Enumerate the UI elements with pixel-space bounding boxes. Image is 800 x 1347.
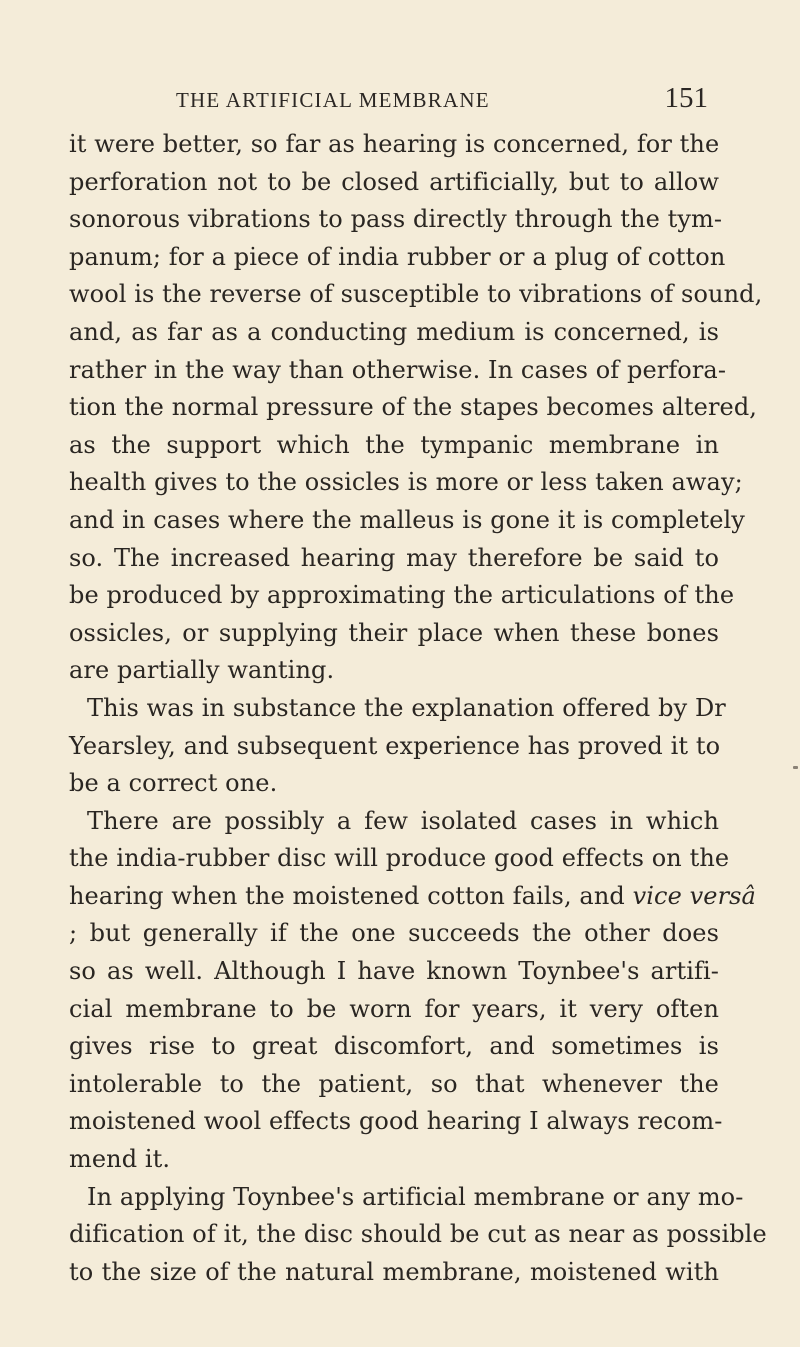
text-line: ossicles, or supplying their place when these bones [69, 618, 719, 647]
text-line: it were better, so far as hearing is concerned, for the [69, 130, 720, 158]
text-line: gives rise to great discomfort, and sometimes is [69, 1032, 719, 1061]
page-number: 151 [664, 82, 708, 114]
text-segment: ; but generally if the one succeeds the other does [69, 919, 719, 948]
text-line: as the support which the tympanic membrane in [69, 430, 719, 459]
text-line: rather in the way than otherwise. In cases of perfora- [69, 355, 727, 384]
paragraph-start-line: In applying Toynbee's artificial membrane or any mo- [87, 1182, 744, 1211]
paragraph-end-line: mend it. [69, 1145, 171, 1174]
text-line: Yearsley, and subsequent experience has proved it to [69, 731, 721, 760]
text-line: sonorous vibrations to pass directly through the tym- [69, 205, 723, 234]
text-line: health gives to the ossicles is more or less taken away; [69, 468, 743, 497]
text-line: and in cases where the malleus is gone it is completely [69, 505, 745, 534]
paragraph-start-line: There are possibly a few isolated cases in which [87, 806, 719, 835]
italic-phrase: vice versâ [632, 881, 756, 910]
paragraph-start-line: This was in substance the explanation offered by Dr [87, 693, 726, 722]
text-line: dification of it, the disc should be cut as near as possible [69, 1220, 767, 1249]
text-line [69, 878, 756, 916]
header-title: THE ARTIFICIAL MEMBRANE [176, 88, 490, 112]
text-line: tion the normal pressure of the stapes becomes altered, [69, 393, 758, 422]
text-line: moistened wool effects good hearing I always recom- [69, 1107, 723, 1136]
text-line: so as well. Although I have known Toynbee's artifi- [69, 957, 719, 986]
text-line: cial membrane to be worn for years, it very often [69, 994, 719, 1023]
text-line: to the size of the natural membrane, moistened with [69, 1257, 719, 1286]
body-text [69, 126, 767, 1291]
text-line: the india-rubber disc will produce good effects on the [69, 844, 730, 873]
text-line: be produced by approximating the articulations of the [69, 581, 735, 610]
running-header [66, 82, 716, 122]
text-line: intolerable to the patient, so that whenever the [69, 1069, 719, 1098]
text-line: panum; for a piece of india rubber or a plug of cotton [69, 242, 726, 271]
text-line [69, 915, 719, 953]
text-line: and, as far as a conducting medium is concerned, is [69, 317, 719, 346]
paragraph-end-line: are partially wanting. [69, 656, 335, 685]
text-line: perforation not to be closed artificially, but to allow [69, 167, 719, 196]
margin-mark [793, 766, 798, 769]
text-line: wool is the reverse of susceptible to vibrations of sound, [69, 280, 763, 309]
text-segment: hearing when the moistened cotton fails, and [69, 881, 625, 910]
text-line: so. The increased hearing may therefore be said to [69, 543, 719, 572]
paragraph-end-line: be a correct one. [69, 769, 278, 798]
